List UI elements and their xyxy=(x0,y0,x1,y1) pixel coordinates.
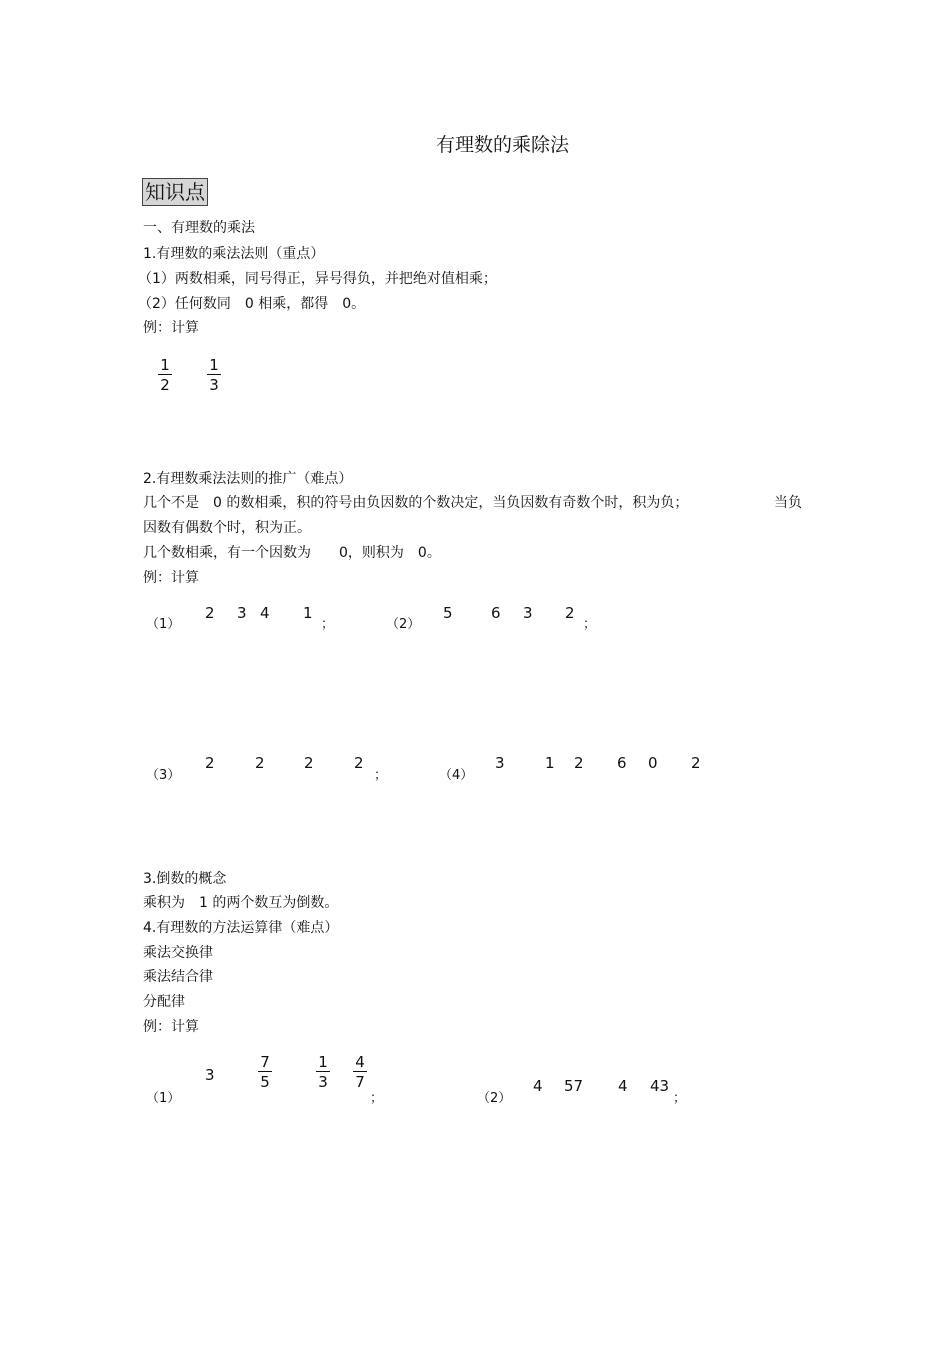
fraction xyxy=(158,357,172,395)
denominator: 5 xyxy=(260,1073,270,1091)
operand: 3 xyxy=(205,1066,215,1084)
operand: 3 xyxy=(495,754,505,772)
operand: 3 xyxy=(237,604,247,622)
rule2-line3: 几个数相乘，有一个因数为 0，则积为 0。 xyxy=(143,545,441,561)
fraction xyxy=(207,357,221,395)
fraction xyxy=(258,1054,272,1092)
operand: 2 xyxy=(565,604,575,622)
rule3-line1: 乘积为 1 的两个数互为倒数。 xyxy=(143,895,339,911)
rule1-example: 例：计算 xyxy=(143,320,199,336)
operand: 3 xyxy=(523,604,533,622)
law-commutative: 乘法交换律 xyxy=(143,945,213,961)
section-heading: 一、有理数的乘法 xyxy=(143,220,255,236)
numerator: 1 xyxy=(207,357,221,375)
operand: 2 xyxy=(304,754,314,772)
problem-label: （4） xyxy=(439,768,474,783)
numerator: 1 xyxy=(158,357,172,375)
rule4-example: 例：计算 xyxy=(143,1019,199,1035)
operand: 4 xyxy=(533,1077,543,1095)
denominator: 7 xyxy=(355,1073,365,1091)
rule2-line2: 因数有偶数个时，积为正。 xyxy=(143,520,311,536)
semicolon: ； xyxy=(370,1091,384,1106)
page-title: 有理数的乘除法 xyxy=(436,134,570,156)
operand: 6 xyxy=(491,604,501,622)
operand: 2 xyxy=(574,754,584,772)
law-associative: 乘法结合律 xyxy=(143,969,213,985)
rule3-heading: 3.倒数的概念 xyxy=(143,871,227,887)
operand: 43 xyxy=(650,1077,670,1095)
operand: 2 xyxy=(205,604,215,622)
rule1-line2: （2）任何数同 0 相乘，都得 0。 xyxy=(138,296,366,312)
fraction xyxy=(316,1054,330,1092)
operand: 6 xyxy=(617,754,627,772)
rule1-line1: （1）两数相乘，同号得正，异号得负，并把绝对值相乘； xyxy=(138,271,497,287)
rule2-heading: 2.有理数乘法法则的推广（难点） xyxy=(143,471,353,487)
rule2-line1: 几个不是 0 的数相乘，积的符号由负因数的个数决定，当负因数有奇数个时，积为负； xyxy=(143,495,689,511)
problem-label: （3） xyxy=(146,768,181,783)
operand: 1 xyxy=(545,754,555,772)
denominator: 2 xyxy=(160,376,170,394)
operand: 5 xyxy=(443,604,453,622)
operand: 0 xyxy=(648,754,658,772)
operand: 57 xyxy=(564,1077,584,1095)
operand: 4 xyxy=(260,604,270,622)
problem-label: （2） xyxy=(477,1091,512,1106)
fraction xyxy=(353,1054,367,1092)
semicolon: ； xyxy=(374,768,388,783)
problem-label: （1） xyxy=(146,1091,181,1106)
rule2-example: 例：计算 xyxy=(143,570,199,586)
knowledge-badge: 知识点 xyxy=(142,178,208,206)
operand: 2 xyxy=(691,754,701,772)
denominator: 3 xyxy=(209,376,219,394)
semicolon: ； xyxy=(673,1091,687,1106)
numerator: 4 xyxy=(353,1054,367,1072)
rule1-heading: 1.有理数的乘法法则（重点） xyxy=(143,246,325,262)
operand: 2 xyxy=(255,754,265,772)
problem-label: （2） xyxy=(386,617,421,632)
denominator: 3 xyxy=(318,1073,328,1091)
operand: 2 xyxy=(354,754,364,772)
operand: 2 xyxy=(205,754,215,772)
operand: 4 xyxy=(618,1077,628,1095)
rule4-heading: 4.有理数的方法运算律（难点） xyxy=(143,920,339,936)
numerator: 1 xyxy=(316,1054,330,1072)
semicolon: ； xyxy=(321,617,335,632)
numerator: 7 xyxy=(258,1054,272,1072)
semicolon: ； xyxy=(583,617,597,632)
law-distributive: 分配律 xyxy=(143,994,185,1010)
rule2-line1-end: 当负 xyxy=(774,495,802,511)
operand: 1 xyxy=(303,604,313,622)
problem-label: （1） xyxy=(146,617,181,632)
